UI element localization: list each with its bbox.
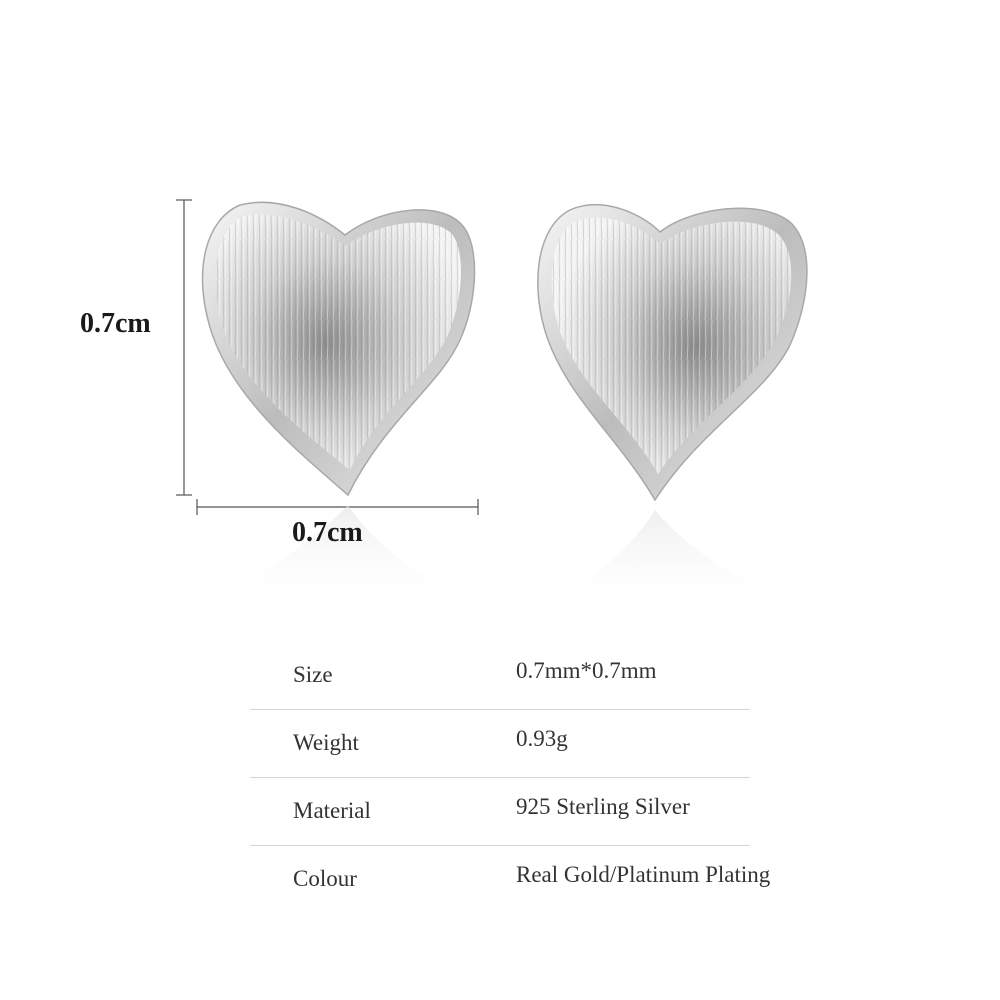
spec-value: 0.7mm*0.7mm: [516, 658, 657, 683]
spec-value: 0.93g: [516, 726, 568, 751]
width-dimension-label: 0.7cm: [292, 517, 363, 548]
spec-label: Material: [293, 798, 371, 823]
left-heart-earring: [203, 202, 475, 495]
height-dimension-label: 0.7cm: [80, 308, 151, 339]
spec-row-weight: [250, 710, 750, 778]
spec-label: Weight: [293, 730, 359, 755]
spec-value: Real Gold/Platinum Plating: [516, 862, 771, 887]
width-dimension-line: [197, 499, 478, 515]
height-dimension-line: [176, 200, 192, 495]
spec-row-size: [250, 642, 750, 710]
spec-label: Colour: [293, 866, 357, 891]
spec-label: Size: [293, 662, 333, 687]
spec-row-colour: [250, 846, 771, 913]
spec-value: 925 Sterling Silver: [516, 794, 690, 819]
spec-row-material: [250, 778, 750, 846]
spec-table: [250, 642, 771, 913]
right-heart-earring: [538, 205, 807, 500]
